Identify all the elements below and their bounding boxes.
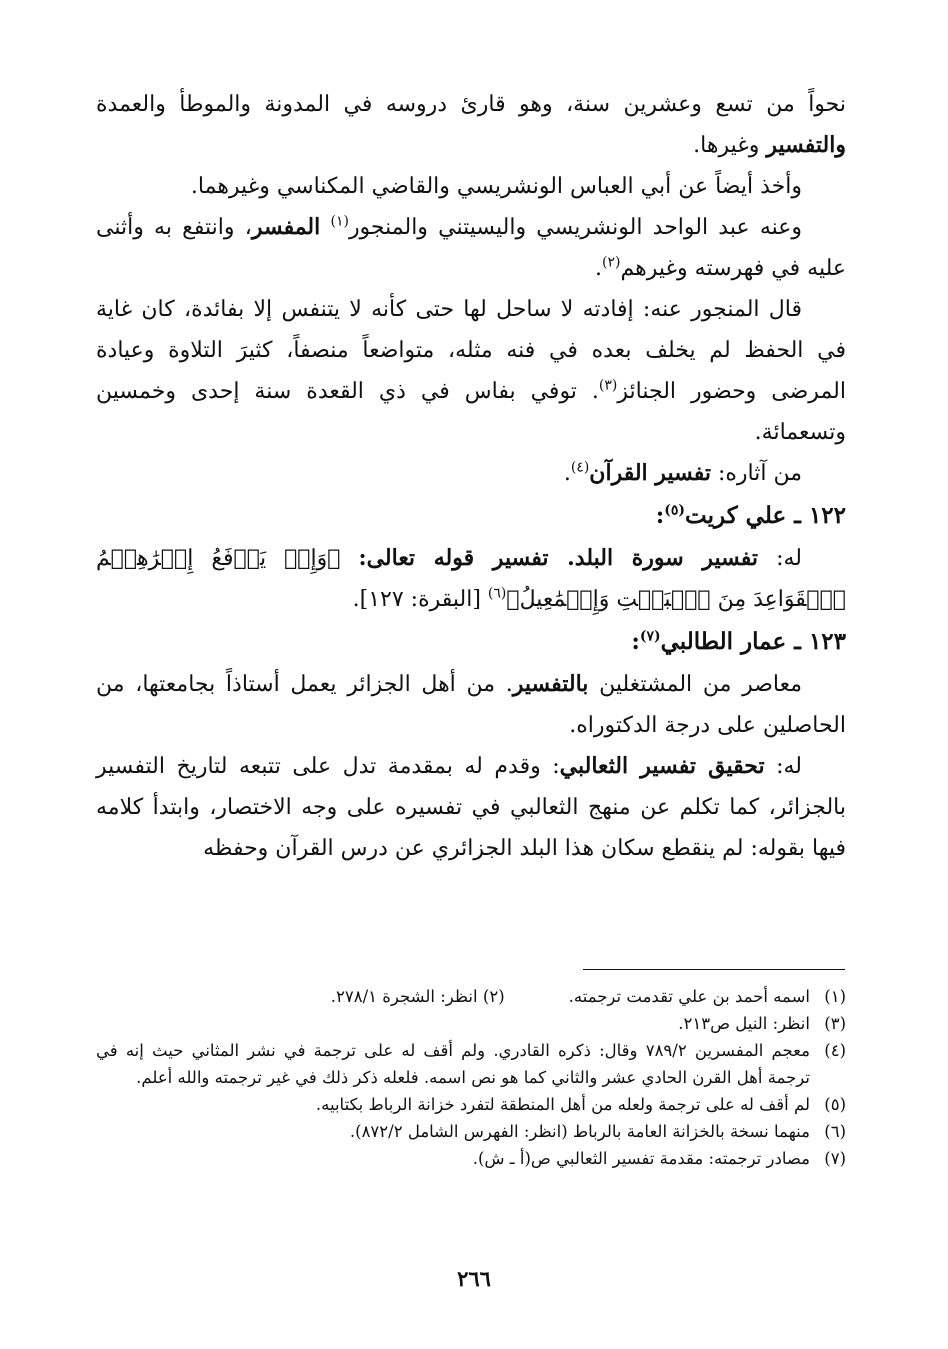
entry-123-heading (96, 620, 846, 664)
footnote-1-number: (١) (824, 987, 846, 1006)
entry-123-title: ١٢٣ ـ عمار الطالبي (660, 628, 846, 655)
entry-123-p2-end: : وقدم له بمقدمة تدل على تتبعه لتاريخ التفسير بالجزائر، كما تكلم عن منهج الثعالبي في تفسيره على وجه الاختصار، وابتدأ كلامه فيها بقوله: لم ينقطع سكان هذا البلد الجزائري عن درس القرآن وحفظه (96, 754, 846, 861)
footnote-ref-3: (٣) (598, 377, 618, 394)
entry-123-paragraph-1 (96, 664, 846, 746)
paragraph-5-text: من آثاره: (710, 461, 802, 486)
footnote-7 (96, 1145, 846, 1172)
paragraph-1-bold: والتفسير (766, 132, 846, 158)
footnote-4-number: (٤) (824, 1041, 846, 1060)
footnote-4 (96, 1037, 846, 1091)
quran-verse: ﴿وَإِذۡ يَرۡفَعُ إِبۡرَٰهِـۧمُ ٱلۡقَوَاعِدَ مِنَ ٱلۡبَيۡتِ وَإِسۡمَٰعِيلُ﴾ (96, 546, 846, 612)
footnote-1-2 (96, 983, 846, 1010)
footnote-divider (583, 969, 845, 970)
footnote-ref-2: (٢) (602, 254, 621, 271)
entry-122-body (96, 538, 846, 620)
paragraph-5 (96, 453, 846, 494)
footnote-6-number: (٦) (824, 1122, 846, 1141)
footnote-6-text: منهما نسخة بالخزانة العامة بالرباط (انظر: الفهرس الشامل ٨٧٢/٢). (349, 1122, 810, 1141)
footnote-7-text: مصادر ترجمته: مقدمة تفسير الثعالبي ص(أ ـ ش). (472, 1149, 810, 1168)
main-text (96, 84, 846, 869)
footnote-6 (96, 1118, 846, 1145)
paragraph-5-bold: تفسير القرآن (589, 460, 711, 486)
paragraph-1-end: وغيرها. (693, 133, 767, 158)
footnote-ref-4: (٤) (570, 459, 590, 476)
verse-reference: [البقرة: ١٢٧]. (352, 587, 488, 612)
paragraph-4-end: . توفي بفاس في ذي القعدة سنة إحدى وخمسين وتسعمائة. (96, 379, 846, 445)
paragraph-3-end: ، وانتفع به وأثنى عليه في فهرسته وغيرهم (96, 215, 846, 281)
footnote-1-text: اسمه أحمد بن علي تقدمت ترجمته. (568, 987, 810, 1006)
paragraph-3 (96, 207, 846, 289)
footnote-3 (96, 1010, 846, 1037)
footnote-2-number: (٢) (482, 987, 505, 1006)
footnote-5-text: لم أقف له على ترجمة ولعله من أهل المنطقة لتفرد خزانة الرباط بكتابيه. (315, 1095, 810, 1114)
footnote-ref-5: (٥) (664, 502, 686, 519)
entry-123-p1-bold: بالتفسير (512, 671, 589, 697)
paragraph-2: وأخذ أيضاً عن أبي العباس الونشريسي والقاضي المكناسي وغيرهما. (190, 174, 802, 199)
entry-123-p2-bold: تحقيق تفسير الثعالبي (559, 753, 765, 779)
paragraph-3-bold: المفسر (251, 214, 321, 240)
footnote-2-text: انظر: الشجرة ٢٧٨/١. (330, 987, 478, 1006)
paragraph-1-text: نحواً من تسع وعشرين سنة، وهو قارئ دروسه في المدونة والموطأ والعمدة (96, 92, 846, 117)
paragraph-4-text: قال المنجور عنه: إفادته لا ساحل لها حتى كأنه لا يتنفس إلا بفائدة، كان غاية في الحفظ لم يخلف بعده في فنه مثله، متواضعاً منصفاً، كثيرَ التلاوة وعيادة المرضى وحضور الجنائز (96, 297, 846, 404)
paragraph-3-text: وعنه عبد الواحد الونشريسي واليسيتني والمنجور (348, 215, 802, 240)
paragraph-4 (96, 289, 846, 453)
entry-122-lead: له: (758, 546, 802, 571)
footnote-1-2-text (96, 983, 810, 1010)
entry-123-paragraph-2 (96, 746, 846, 869)
page-number: ٢٦٦ (457, 1266, 491, 1291)
footnote-7-number: (٧) (824, 1149, 846, 1168)
footnote-3-number: (٣) (824, 1014, 846, 1033)
footnote-4-text: معجم المفسرين ٧٨٩/٢ وقال: ذكره القادري. ولم أقف له على ترجمة في نشر المثاني حيث إنه في ترجمة أهل القرن الحادي عشر والثاني كما هو نص اسمه. فلعله ذكر ذلك في غير ترجمته والله أعلم. (96, 1041, 810, 1087)
paragraph-3-dot: . (595, 256, 603, 281)
entry-122-colon: : (655, 502, 665, 529)
footnote-ref-6: (٦) (487, 585, 507, 602)
footnote-ref-7: (٧) (639, 628, 661, 645)
entry-122-title: ١٢٢ ـ علي كريت (685, 502, 846, 529)
paragraph-1 (96, 84, 846, 166)
footnote-3-text: انظر: النيل ص٢١٣. (678, 1014, 810, 1033)
entry-123-p1-end: . من أهل الجزائر يعمل أستاذاً بجامعتها، من الحاصلين على درجة الدكتوراه. (96, 672, 846, 738)
footnote-5 (96, 1091, 846, 1118)
entry-122-bold: تفسير سورة البلد. تفسير قوله تعالى: (358, 545, 759, 571)
entry-123-p1-text: معاصر من المشتغلين (588, 672, 802, 697)
footnote-5-number: (٥) (824, 1095, 846, 1114)
paragraph-5-end: . (563, 461, 571, 486)
footnotes (96, 983, 846, 1172)
entry-123-colon: : (631, 628, 640, 655)
entry-122-heading (96, 494, 846, 538)
entry-123-p2-text: له: (764, 754, 803, 779)
footnote-ref-1: (١) (330, 213, 349, 230)
